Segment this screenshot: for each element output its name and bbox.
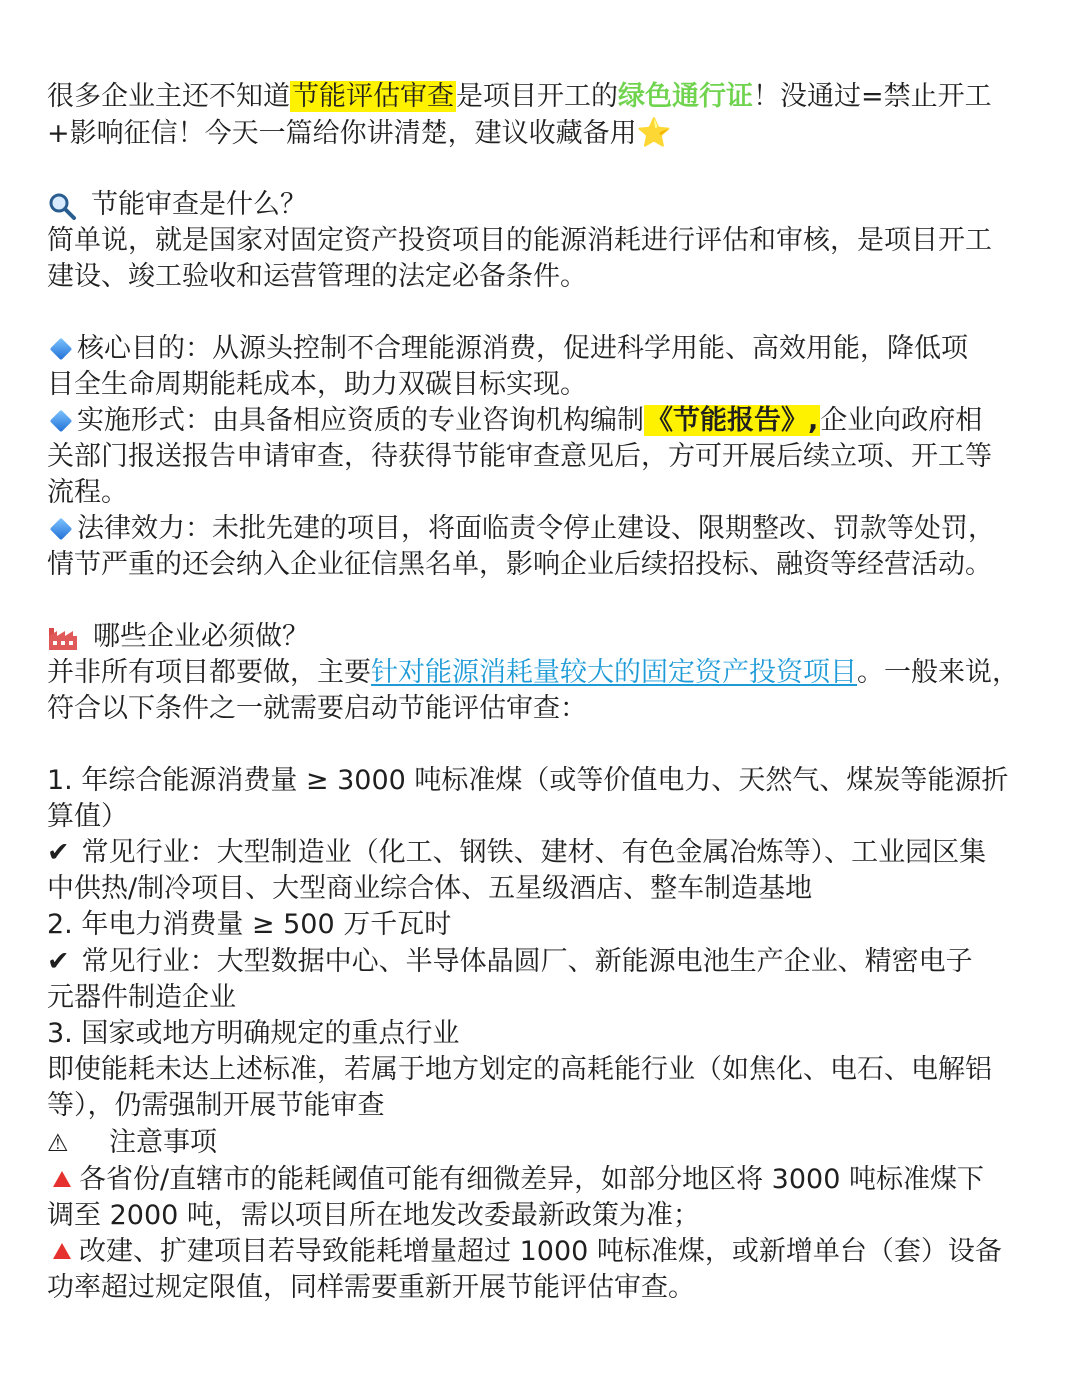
purpose-line-2: 目全生命周期能耗成本，助力双碳目标实现。 — [47, 369, 587, 400]
cond1-check-line-1 — [47, 835, 986, 871]
cond2-line-1: 2. 年电力消费量 ≥ 500 万千瓦时 — [47, 909, 452, 940]
magnifier-icon — [47, 191, 77, 221]
what-line-2: 建设、竣工验收和运营管理的法定必备条件。 — [47, 261, 587, 292]
note2-line-2: 功率超过规定限值，同样需要重新开展节能评估审查。 — [47, 1272, 695, 1303]
law-line-1 — [47, 511, 995, 547]
intro-line-2 — [47, 115, 672, 151]
note-text: 各省份/直辖市的能耗阈值可能有细微差异，如部分地区将 3000 吨标准煤下 — [79, 1164, 984, 1195]
cond1-line-2: 算值） — [47, 801, 128, 832]
who-line-1 — [47, 655, 1019, 691]
purpose-text: 核心目的：从源头控制不合理能源消费，促进科学用能、高效用能，降低项 — [77, 333, 968, 364]
highlight-energy-report: 《节能报告》, — [646, 405, 819, 436]
check-icon: ✔ — [47, 837, 70, 868]
cond3-line-3: 等），仍需强制开展节能审查 — [47, 1090, 385, 1121]
blue-diamond-icon — [51, 411, 73, 433]
cond2-check-line-2: 元器件制造企业 — [47, 982, 236, 1013]
intro-text: 是项目开工的 — [456, 81, 618, 112]
section-what-heading — [47, 187, 307, 223]
blue-diamond-icon — [51, 519, 73, 541]
highlight-energy-review: 节能评估审查 — [292, 81, 454, 112]
red-triangle-icon — [53, 1243, 71, 1259]
form-line-3: 流程。 — [47, 477, 128, 508]
note-text: 改建、扩建项目若导致能耗增量超过 1000 吨标准煤，或新增单台（套）设备 — [79, 1236, 1002, 1267]
intro-text: ！没通过=禁止开工 — [753, 81, 992, 112]
intro-text: 很多企业主还不知道 — [47, 81, 290, 112]
who-text: 并非所有项目都要做，主要 — [47, 657, 371, 688]
section-title: 哪些企业必须做？ — [93, 621, 309, 652]
note1-line-2: 调至 2000 吨，需以项目所在地发改委最新政策为准； — [47, 1200, 700, 1231]
section-title: 节能审查是什么？ — [91, 189, 307, 220]
law-text: 法律效力：未批先建的项目，将面临责令停止建设、限期整改、罚款等处罚， — [77, 513, 995, 544]
cond3-line-1: 3. 国家或地方明确规定的重点行业 — [47, 1018, 460, 1049]
form-line-2: 关部门报送报告申请审查，待获得节能审查意见后，方可开展后续立项、开工等 — [47, 441, 992, 472]
check-icon: ✔ — [47, 946, 70, 977]
section-who-heading — [47, 619, 309, 655]
intro-line-1 — [47, 79, 992, 115]
blue-diamond-icon — [51, 339, 73, 361]
purpose-line-1 — [47, 331, 968, 367]
what-line-1: 简单说，就是国家对固定资产投资项目的能源消耗进行评估和审核，是项目开工 — [47, 225, 992, 256]
industry-text: 常见行业：大型制造业（化工、钢铁、建材、有色金属冶炼等）、工业园区集 — [81, 837, 987, 868]
notes-heading — [47, 1125, 217, 1161]
cond1-check-line-2: 中供热/制冷项目、大型商业综合体、五星级酒店、整车制造基地 — [47, 873, 813, 904]
note1-line-1 — [47, 1162, 984, 1198]
red-triangle-icon — [53, 1171, 71, 1187]
green-pass-text: 绿色通行证 — [618, 81, 753, 112]
law-line-2: 情节严重的还会纳入企业征信黑名单，影响企业后续招投标、融资等经营活动。 — [47, 549, 992, 580]
form-text: 实施形式：由具备相应资质的专业咨询机构编制 — [77, 405, 644, 436]
form-text: 企业向政府相 — [820, 405, 983, 436]
industry-text: 常见行业：大型数据中心、半导体晶圆厂、新能源电池生产企业、精密电子 — [81, 946, 973, 977]
intro-text: +影响征信！今天一篇给你讲清楚，建议收藏备用 — [47, 118, 637, 149]
form-line-1 — [47, 403, 982, 439]
who-line-2: 符合以下条件之一就需要启动节能评估审查： — [47, 693, 587, 724]
energy-projects-link[interactable]: 针对能源消耗量较大的固定资产投资项目 — [371, 657, 857, 688]
cond1-line-1: 1. 年综合能源消费量 ≥ 3000 吨标准煤（或等价值电力、天然气、煤炭等能源折 — [47, 765, 1009, 796]
factory-icon — [47, 624, 79, 652]
star-icon: ⭐ — [636, 116, 672, 149]
who-text: 。一般来说， — [857, 657, 1019, 688]
cond3-line-2: 即使能耗未达上述标准，若属于地方划定的高耗能行业（如焦化、电石、电解铝 — [47, 1054, 992, 1085]
note2-line-1 — [47, 1234, 1002, 1270]
cond2-check-line-1 — [47, 944, 973, 980]
warning-icon: ⚠ — [47, 1129, 69, 1157]
section-title: 注意事项 — [109, 1127, 217, 1158]
